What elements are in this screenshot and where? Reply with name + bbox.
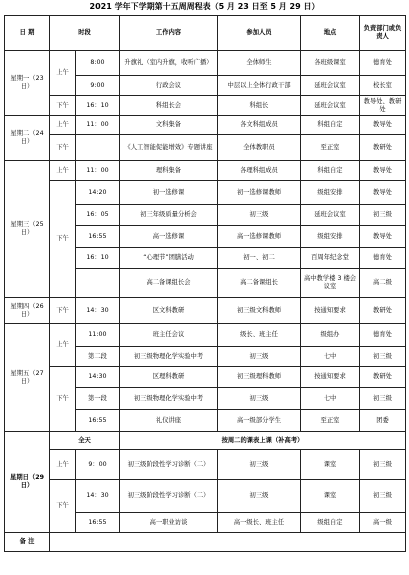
time-cell: 16：10: [76, 96, 120, 116]
table-row: [5, 116, 406, 135]
content-cell: 班主任会议: [120, 324, 218, 347]
time-cell: 16:55: [76, 513, 120, 533]
content-cell: 区理科教研: [120, 367, 218, 388]
content-cell: 理科集备: [120, 161, 218, 181]
responsible-cell: 教导处: [360, 226, 406, 248]
schedule-table: [4, 15, 406, 552]
participants-cell: 高二备课组长: [218, 269, 301, 298]
header-participants: 参加人员: [218, 16, 301, 51]
participants-cell: 科组长: [218, 96, 301, 116]
participants-cell: 初三级理科教师: [218, 367, 301, 388]
location-cell: 级组自定: [301, 513, 360, 533]
location-cell: 课室: [301, 480, 360, 513]
half-day: 上午: [50, 116, 76, 135]
content-cell: 初一选修课: [120, 181, 218, 205]
header-content: 工作内容: [120, 16, 218, 51]
location-cell: 高中教学楼 3 楼会议室: [301, 269, 360, 298]
location-cell: 按通知要求: [301, 367, 360, 388]
day-label: 星期一（23 日）: [5, 51, 50, 116]
content-cell: 初三级阶段性学习诊断（二）: [120, 480, 218, 513]
responsible-cell: 初三级: [360, 347, 406, 367]
time-cell: 14：30: [76, 298, 120, 324]
participants-cell: 级长、班主任: [218, 324, 301, 347]
location-cell: 科组自定: [301, 116, 360, 135]
full-day-note: 按周二的课表上课（补高考）: [120, 432, 406, 450]
time-cell: 11：00: [76, 116, 120, 135]
time-cell: 14:30: [76, 367, 120, 388]
table-header: [5, 16, 406, 51]
participants-cell: 中层以上全体行政干部: [218, 76, 301, 96]
day-label: 星期五（27 日）: [5, 324, 50, 432]
responsible-cell: 教研处: [360, 367, 406, 388]
participants-cell: 初三级: [218, 480, 301, 513]
table-row: [5, 96, 406, 116]
time-cell: [76, 135, 120, 161]
page-title: 2021 学年下学期第十五周周程表（5 月 23 日至 5 月 29 日）: [89, 2, 320, 11]
responsible-cell: 校长室: [360, 76, 406, 96]
participants-cell: 初一选修课教师: [218, 181, 301, 205]
responsible-cell: 高二级: [360, 269, 406, 298]
content-cell: 科组长会: [120, 96, 218, 116]
content-cell: 礼仪讲座: [120, 410, 218, 432]
table-row: [5, 324, 406, 347]
table-row: [5, 161, 406, 181]
time-cell: 16:55: [76, 410, 120, 432]
time-cell: 16：05: [76, 205, 120, 226]
content-cell: 区文科教研: [120, 298, 218, 324]
content-cell: 高一职业访谈: [120, 513, 218, 533]
notes-row: [5, 533, 406, 552]
half-day: 下午: [50, 181, 76, 298]
content-cell: 初三级阶段性学习诊断（二）: [120, 450, 218, 480]
day-label: 星期四（26 日）: [5, 298, 50, 324]
time-cell: [76, 269, 120, 298]
half-day: 下午: [50, 135, 76, 161]
content-cell: 初三级物理化学实验中考: [120, 388, 218, 410]
time-cell: 11:00: [76, 324, 120, 347]
notes-cell: [50, 533, 406, 552]
time-cell: 16:55: [76, 226, 120, 248]
participants-cell: 初三级: [218, 205, 301, 226]
content-cell: 文科集备: [120, 116, 218, 135]
location-cell: 百周年纪念堂: [301, 248, 360, 269]
half-day: 上午: [50, 51, 76, 96]
time-cell: 9：00: [76, 450, 120, 480]
table-row: [5, 450, 406, 480]
location-cell: 各班级课室: [301, 51, 360, 76]
time-cell: 14:20: [76, 181, 120, 205]
content-cell: 升旗礼（室内升旗，收听广播）: [120, 51, 218, 76]
content-cell: 高一选修课: [120, 226, 218, 248]
participants-cell: 高一级部分学生: [218, 410, 301, 432]
responsible-cell: 教导处: [360, 181, 406, 205]
responsible-cell: 初三级: [360, 480, 406, 513]
participants-cell: 全体师生: [218, 51, 301, 76]
header-period: 时段: [50, 16, 120, 51]
responsible-cell: 德育处: [360, 248, 406, 269]
responsible-cell: 教导处、教研处: [360, 96, 406, 116]
time-cell: 8:00: [76, 51, 120, 76]
half-day: 下午: [50, 298, 76, 324]
half-day: 全天: [50, 432, 120, 450]
location-cell: 级组办: [301, 324, 360, 347]
responsible-cell: 教研处: [360, 298, 406, 324]
participants-cell: 高一级长、班主任: [218, 513, 301, 533]
location-cell: 级组安排: [301, 181, 360, 205]
responsible-cell: 初三级: [360, 205, 406, 226]
location-cell: 延班会议室: [301, 76, 360, 96]
participants-cell: 全体教职员: [218, 135, 301, 161]
participants-cell: 各理科组成员: [218, 161, 301, 181]
content-cell: 初三年级质量分析会: [120, 205, 218, 226]
content-cell: 《人工智能促能增效》专题讲座: [120, 135, 218, 161]
participants-cell: 各文科组成员: [218, 116, 301, 135]
responsible-cell: 教研处: [360, 135, 406, 161]
half-day: 上午: [50, 450, 76, 480]
header-responsible: 负责部门或负责人: [360, 16, 406, 51]
time-cell: 9:00: [76, 76, 120, 96]
table-row: [5, 181, 406, 205]
table-row: [5, 432, 406, 450]
location-cell: 至正室: [301, 410, 360, 432]
time-cell: 第一段: [76, 388, 120, 410]
time-cell: 16：10: [76, 248, 120, 269]
responsible-cell: 团委: [360, 410, 406, 432]
location-cell: 七中: [301, 388, 360, 410]
day-label: 星期三（25 日）: [5, 161, 50, 298]
time-cell: 11：00: [76, 161, 120, 181]
content-cell: “心理节”团膳活动: [120, 248, 218, 269]
day-label: 星期日（29 日）: [5, 432, 50, 533]
content-cell: 初三级物理化学实验中考: [120, 347, 218, 367]
location-cell: 延班会议室: [301, 96, 360, 116]
table-row: [5, 367, 406, 388]
responsible-cell: 教导处: [360, 161, 406, 181]
table-row: [5, 51, 406, 76]
content-cell: 行政会议: [120, 76, 218, 96]
table-row: [5, 298, 406, 324]
location-cell: 按通知要求: [301, 298, 360, 324]
participants-cell: 初一、初二: [218, 248, 301, 269]
half-day: 下午: [50, 480, 76, 533]
responsible-cell: 高一级: [360, 513, 406, 533]
half-day: 下午: [50, 367, 76, 432]
half-day: 下午: [50, 96, 76, 116]
location-cell: 科组自定: [301, 161, 360, 181]
location-cell: 课室: [301, 450, 360, 480]
participants-cell: 初三级: [218, 450, 301, 480]
responsible-cell: 初三级: [360, 388, 406, 410]
notes-label: 备 注: [5, 533, 50, 552]
header-location: 地点: [301, 16, 360, 51]
time-cell: 14：30: [76, 480, 120, 513]
participants-cell: 初三级文科教师: [218, 298, 301, 324]
responsible-cell: 初三级: [360, 450, 406, 480]
table-row: [5, 480, 406, 513]
time-cell: 第二段: [76, 347, 120, 367]
responsible-cell: 德育处: [360, 51, 406, 76]
participants-cell: 初三级: [218, 388, 301, 410]
location-cell: 七中: [301, 347, 360, 367]
location-cell: 级组安排: [301, 226, 360, 248]
responsible-cell: 德育处: [360, 324, 406, 347]
day-label: 星期二（24 日）: [5, 116, 50, 161]
location-cell: 至正室: [301, 135, 360, 161]
half-day: 上午: [50, 324, 76, 367]
half-day: 上午: [50, 161, 76, 181]
participants-cell: 初三级: [218, 347, 301, 367]
table-row: [5, 135, 406, 161]
location-cell: 延班会议室: [301, 205, 360, 226]
responsible-cell: 教导处: [360, 116, 406, 135]
participants-cell: 高一选修课教师: [218, 226, 301, 248]
content-cell: 高二备课组长会: [120, 269, 218, 298]
header-date: 日 期: [5, 16, 50, 51]
